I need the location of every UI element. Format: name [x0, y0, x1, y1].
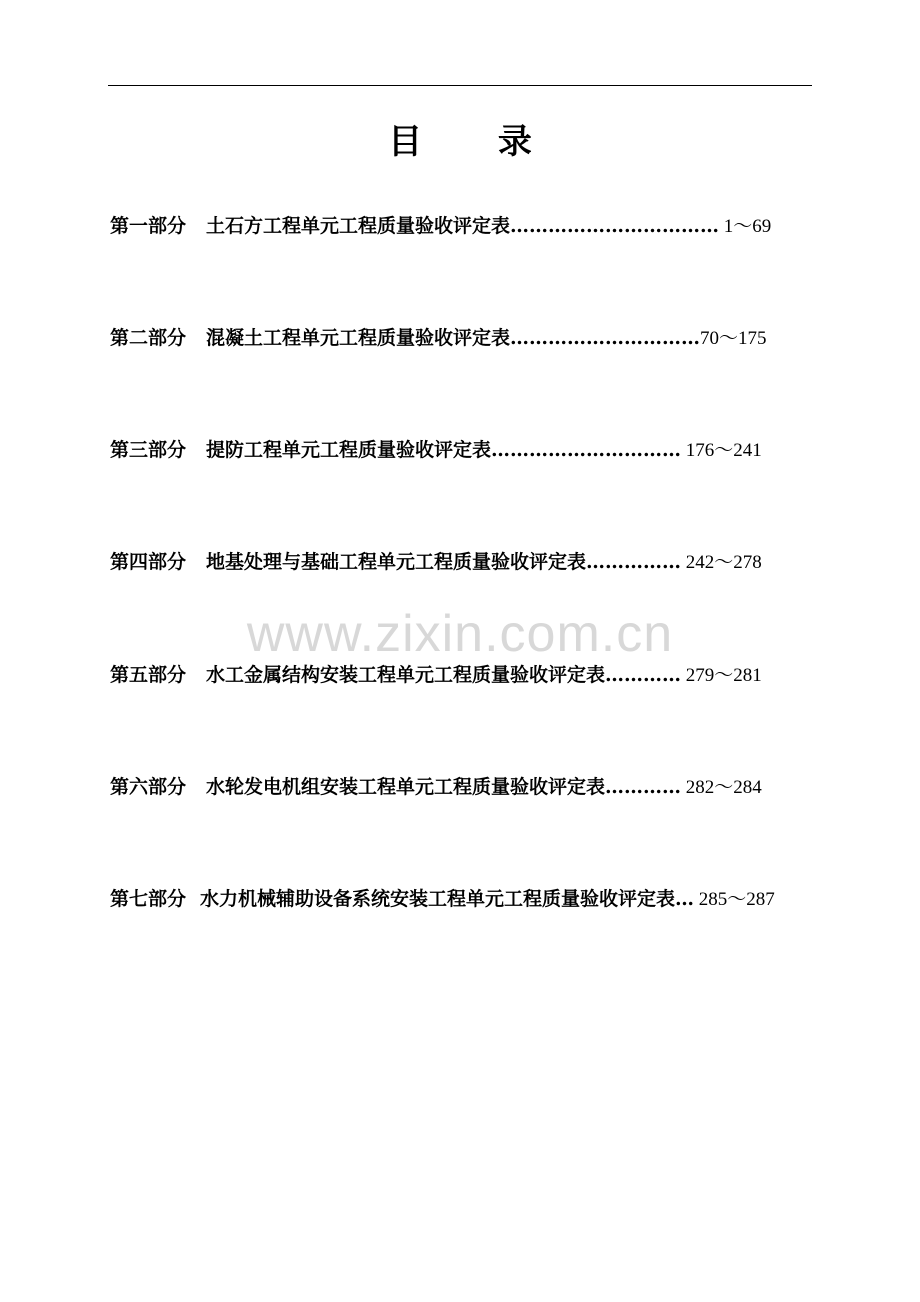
toc-entry-name: 提防工程单元工程质量验收评定表: [206, 439, 492, 461]
toc-entry-name: 地基处理与基础工程单元工程质量验收评定表: [206, 551, 587, 573]
toc-page-range: 279～281: [681, 665, 762, 686]
page-title: 目 录: [388, 122, 564, 162]
toc-leader-dots: …: [675, 888, 695, 910]
toc-leader-dots: ……………………………: [510, 215, 720, 237]
toc-entry-4[interactable]: [110, 546, 812, 578]
toc-part-label: 第四部分: [110, 551, 187, 573]
toc-part-label: 第六部分: [110, 776, 187, 798]
toc-entry-name: 混凝土工程单元工程质量验收评定表: [206, 327, 511, 349]
toc-entry-1[interactable]: [110, 210, 812, 242]
toc-entry-name: 水力机械辅助设备系统安装工程单元工程质量验收评定表: [200, 888, 676, 910]
toc-entry-6[interactable]: [110, 771, 812, 803]
toc-leader-dots: …………………………: [491, 439, 682, 461]
toc-leader-dots: ……………: [586, 551, 682, 573]
toc-page-range: 1～69: [719, 216, 772, 237]
toc-entry-7[interactable]: [110, 883, 812, 915]
toc-page-range: 285～287: [694, 889, 775, 910]
toc-leader-dots: …………: [605, 776, 682, 798]
watermark: www.zixin.com.cn: [246, 605, 674, 663]
toc-entry-name: 水轮发电机组安装工程单元工程质量验收评定表: [206, 776, 606, 798]
toc-entry-name: 土石方工程单元工程质量验收评定表: [206, 215, 511, 237]
toc-part-label: 第五部分: [110, 664, 187, 686]
toc-page-range: 242～278: [681, 552, 762, 573]
toc-part-label: 第三部分: [110, 439, 187, 461]
toc-page-range: 282～284: [681, 777, 762, 798]
toc-page-range: 176～241: [681, 440, 762, 461]
toc-page-range: 70～175: [700, 328, 767, 349]
toc-leader-dots: …………: [605, 664, 682, 686]
toc-part-label: 第二部分: [110, 327, 187, 349]
toc-entry-name: 水工金属结构安装工程单元工程质量验收评定表: [206, 664, 606, 686]
toc-part-label: 第一部分: [110, 215, 187, 237]
toc-leader-dots: …………………………: [510, 327, 701, 349]
toc-part-label: 第七部分: [110, 888, 187, 910]
header-rule: [108, 85, 812, 86]
toc-entry-2[interactable]: [110, 322, 812, 354]
toc-entry-3[interactable]: [110, 434, 812, 466]
